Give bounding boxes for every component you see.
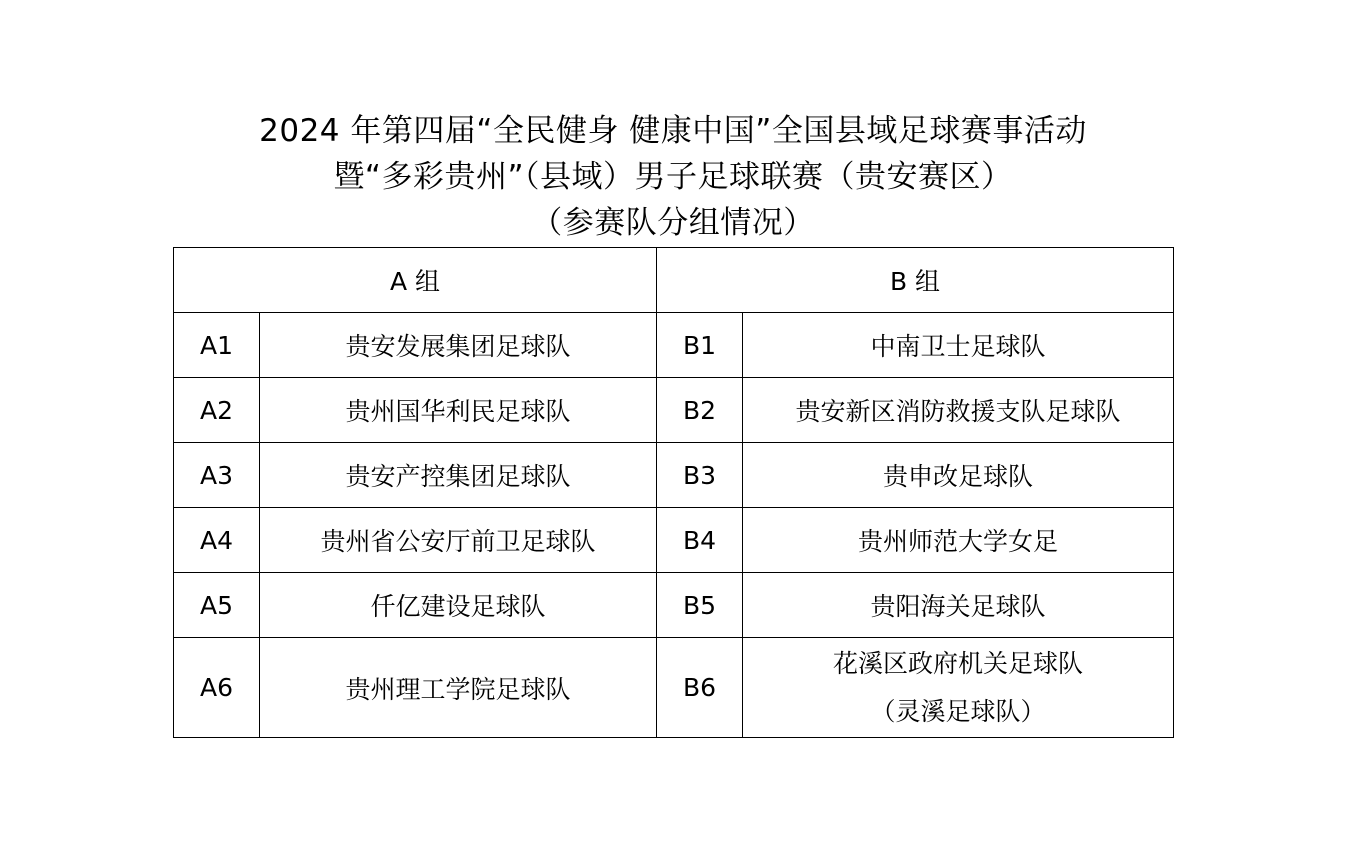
- team-code-cell: A3: [174, 443, 260, 508]
- team-code-cell: A5: [174, 573, 260, 638]
- group-a-header: A 组: [174, 248, 657, 313]
- team-code-cell: B5: [657, 573, 743, 638]
- table-row: [174, 378, 1174, 443]
- team-code-cell: A6: [174, 638, 260, 738]
- team-code-cell: A2: [174, 378, 260, 443]
- title-line-1: 2024 年第四届“全民健身 健康中国”全国县域足球赛事活动: [259, 113, 1087, 149]
- header-row: [174, 248, 1174, 313]
- team-name-cell: 贵申改足球队: [743, 443, 1174, 508]
- team-name-cell: 贵州师范大学女足: [743, 508, 1174, 573]
- team-code-cell: B6: [657, 638, 743, 738]
- team-name-cell: 仟亿建设足球队: [260, 573, 657, 638]
- team-name-cell: 贵州国华利民足球队: [260, 378, 657, 443]
- team-code-cell: B1: [657, 313, 743, 378]
- team-name-line: 花溪区政府机关足球队: [833, 648, 1084, 678]
- table-row: [174, 638, 1174, 738]
- title-line-2: 暨“多彩贵州”（县域）男子足球联赛（贵安赛区）: [333, 159, 1013, 195]
- team-name-cell: 贵州省公安厅前卫足球队: [260, 508, 657, 573]
- table-row: [174, 443, 1174, 508]
- group-b-header: B 组: [657, 248, 1174, 313]
- team-name-cell: 贵安产控集团足球队: [260, 443, 657, 508]
- table-row: [174, 508, 1174, 573]
- groups-table: [173, 247, 1174, 738]
- team-name-cell: 贵阳海关足球队: [743, 573, 1174, 638]
- team-name-line: （灵溪足球队）: [870, 696, 1046, 726]
- team-name-cell: 贵安新区消防救援支队足球队: [743, 378, 1174, 443]
- team-code-cell: B4: [657, 508, 743, 573]
- team-name-cell: 中南卫士足球队: [743, 313, 1174, 378]
- title-line-3: （参赛队分组情况）: [531, 205, 815, 241]
- team-code-cell: A4: [174, 508, 260, 573]
- table-row: [174, 573, 1174, 638]
- table-row: [174, 313, 1174, 378]
- team-name-cell: [743, 638, 1174, 738]
- team-name-cell: 贵安发展集团足球队: [260, 313, 657, 378]
- document-title: [0, 108, 1346, 246]
- team-code-cell: B3: [657, 443, 743, 508]
- team-code-cell: B2: [657, 378, 743, 443]
- team-code-cell: A1: [174, 313, 260, 378]
- team-name-cell: 贵州理工学院足球队: [260, 638, 657, 738]
